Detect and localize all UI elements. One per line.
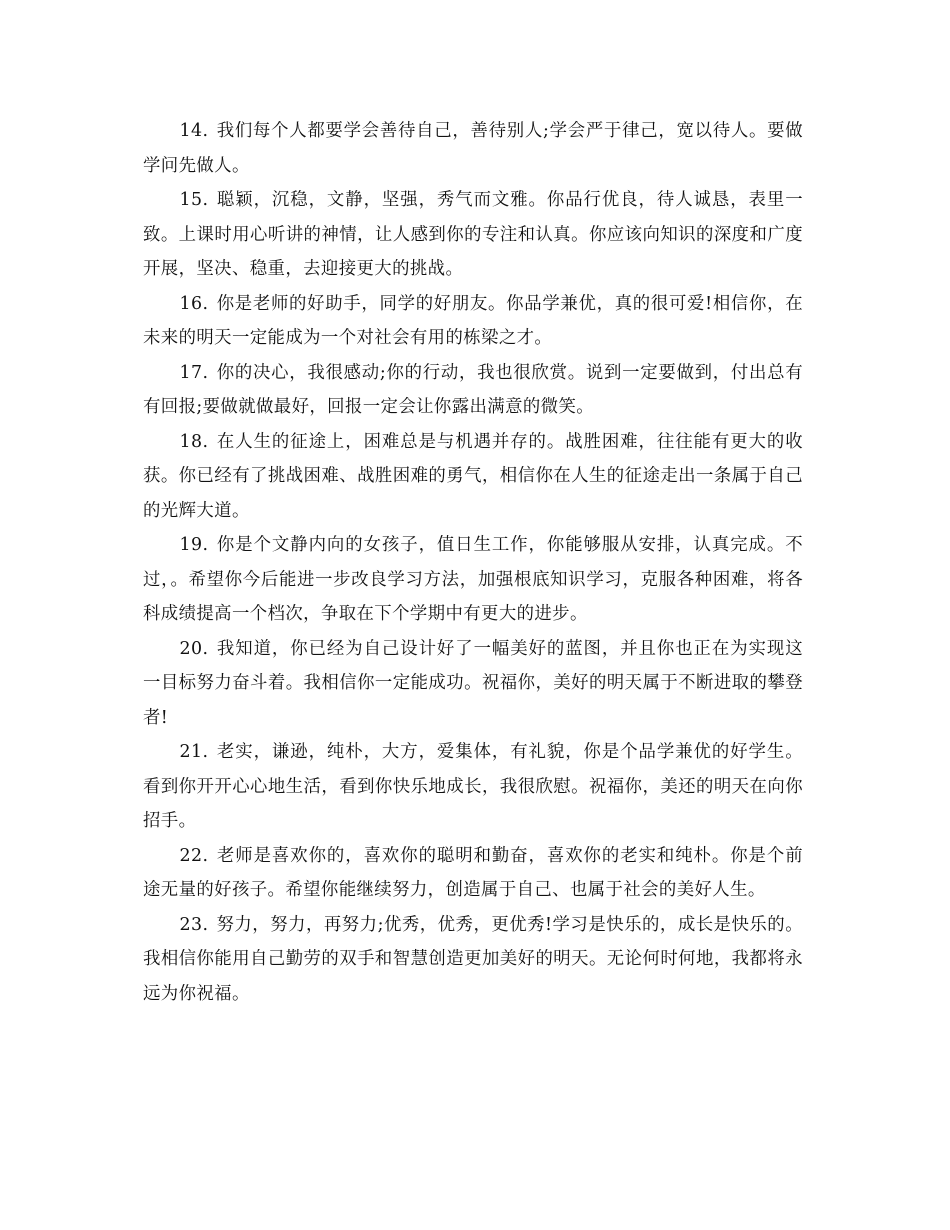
paragraph-number: 22. bbox=[179, 845, 209, 866]
paragraph-text: 我们每个人都要学会善待自己，善待别人;学会严于律己，宽以待人。要做学问先做人。 bbox=[143, 121, 803, 176]
paragraph-21 bbox=[143, 735, 803, 839]
paragraph-19 bbox=[143, 528, 803, 632]
document-body bbox=[143, 114, 803, 1011]
paragraph-number: 20. bbox=[179, 638, 209, 659]
paragraph-16 bbox=[143, 287, 803, 356]
paragraph-17 bbox=[143, 356, 803, 425]
paragraph-23 bbox=[143, 908, 803, 1012]
paragraph-text: 老师是喜欢你的，喜欢你的聪明和勤奋，喜欢你的老实和纯朴。你是个前途无量的好孩子。希望你能继续努力，创造属于自己、也属于社会的美好人生。 bbox=[143, 845, 803, 900]
paragraph-number: 16. bbox=[179, 293, 209, 314]
paragraph-text: 你是老师的好助手，同学的好朋友。你品学兼优，真的很可爱!相信你，在未来的明天一定能成为一个对社会有用的栋梁之才。 bbox=[143, 293, 803, 348]
paragraph-22 bbox=[143, 839, 803, 908]
paragraph-18 bbox=[143, 425, 803, 529]
paragraph-number: 18. bbox=[179, 431, 209, 452]
paragraph-number: 17. bbox=[179, 362, 209, 383]
paragraph-text: 我知道，你已经为自己设计好了一幅美好的蓝图，并且你也正在为实现这一目标努力奋斗着。我相信你一定能成功。祝福你，美好的明天属于不断进取的攀登者! bbox=[143, 638, 803, 728]
paragraph-14 bbox=[143, 114, 803, 183]
paragraph-text: 老实，谦逊，纯朴，大方，爱集体，有礼貌，你是个品学兼优的好学生。看到你开开心心地生活，看到你快乐地成长，我很欣慰。祝福你，美还的明天在向你招手。 bbox=[143, 742, 803, 831]
paragraph-15 bbox=[143, 183, 803, 287]
paragraph-number: 19. bbox=[179, 535, 209, 555]
paragraph-text: 你是个文静内向的女孩子，值日生工作，你能够服从安排，认真完成。不过，。希望你今后能进一步改良学习方法，加强根底知识学习，克服各种困难，将各科成绩提高一个档次，争取在下个学期中有更大的进步。 bbox=[143, 535, 803, 624]
paragraph-20 bbox=[143, 632, 803, 736]
paragraph-number: 23. bbox=[179, 914, 209, 935]
paragraph-number: 21. bbox=[179, 742, 209, 762]
paragraph-number: 15. bbox=[179, 190, 209, 210]
paragraph-number: 14. bbox=[179, 121, 209, 141]
paragraph-text: 你的决心，我很感动;你的行动，我也很欣赏。说到一定要做到，付出总有有回报;要做就做最好，回报一定会让你露出满意的微笑。 bbox=[143, 362, 803, 417]
paragraph-text: 聪颖，沉稳，文静，坚强，秀气而文雅。你品行优良，待人诚恳，表里一致。上课时用心听讲的神情，让人感到你的专注和认真。你应该向知识的深度和广度开展，坚决、稳重，去迎接更大的挑战。 bbox=[143, 190, 803, 279]
paragraph-text: 在人生的征途上，困难总是与机遇并存的。战胜困难，往往能有更大的收获。你已经有了挑战困难、战胜困难的勇气，相信你在人生的征途走出一条属于自己的光辉大道。 bbox=[143, 431, 803, 521]
paragraph-text: 努力，努力，再努力;优秀，优秀，更优秀!学习是快乐的，成长是快乐的。我相信你能用自己勤劳的双手和智慧创造更加美好的明天。无论何时何地，我都将永远为你祝福。 bbox=[143, 914, 803, 1004]
